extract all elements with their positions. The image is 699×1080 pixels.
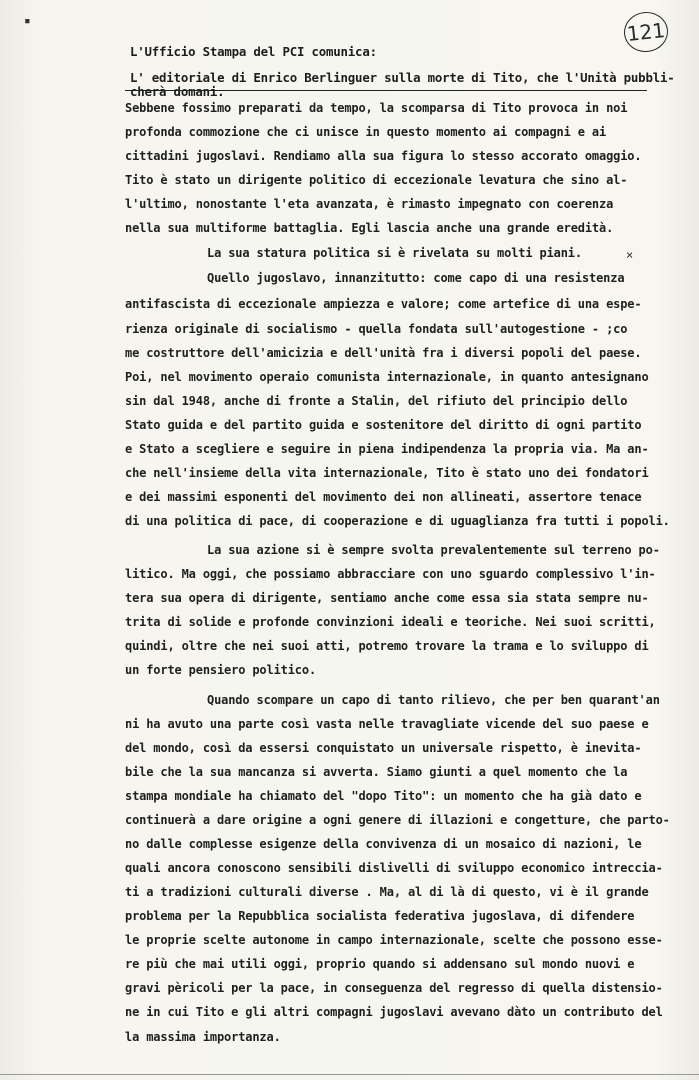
- body-line: antifascista di eccezionale ampiezza e valore; come artefice di una espe-: [125, 297, 642, 311]
- margin-mark: ×: [626, 248, 634, 262]
- body-line: me costruttore dell'amicizia e dell'unità fra i diversi popoli del paese.: [125, 346, 642, 360]
- header-line-3: cherà domani.: [130, 84, 225, 99]
- body-line: bile che la sua mancanza si avverta. Siamo giunti a quel momento che la: [125, 765, 628, 779]
- body-line: gravi pèricoli per la pace, in conseguenza del regresso di quella distensio-: [125, 981, 663, 995]
- corner-mark: ▪: [24, 14, 31, 27]
- body-line: un forte pensiero politico.: [125, 663, 317, 677]
- body-line: Quando scompare un capo di tanto rilievo, che per ben quarant'an: [207, 693, 660, 707]
- body-line: cittadini jugoslavi. Rendiamo alla sua figura lo stesso accorato omaggio.: [125, 149, 642, 163]
- body-line: ne in cui Tito e gli altri compagni jugoslavi avevano dàto un contributo del: [125, 1005, 663, 1019]
- header-underline: [125, 90, 647, 91]
- page-number: 121: [622, 10, 670, 54]
- body-line: La sua azione si è sempre svolta prevalentemente sul terreno po-: [207, 543, 660, 557]
- body-line: trita di solide e profonde convinzioni ideali e teoriche. Nei suoi scritti,: [125, 615, 656, 629]
- body-line: no dalle complesse esigenze della convivenza di un mosaico di nazioni, le: [125, 837, 642, 851]
- body-line: Quello jugoslavo, innanzitutto: come capo di una resistenza: [207, 271, 625, 285]
- body-line: la massima importanza.: [125, 1030, 281, 1044]
- body-line: problema per la Repubblica socialista federativa jugoslava, di difendere: [125, 909, 635, 923]
- body-line: e Stato a scegliere e seguire in piena indipendenza la propria via. Ma an-: [125, 442, 649, 456]
- body-line: stampa mondiale ha chiamato del "dopo Tito": un momento che ha già dato e: [125, 789, 642, 803]
- body-line: di una politica di pace, di cooperazione e di uguaglianza fra tutti i popoli.: [125, 514, 670, 528]
- body-line: e dei massimi esponenti del movimento dei non allineati, assertore tenace: [125, 490, 642, 504]
- body-line: re più che mai utili oggi, proprio quando si addensano sul mondo nuovi e: [125, 957, 635, 971]
- body-line: litico. Ma oggi, che possiamo abbracciare con uno sguardo complessivo l'in-: [125, 567, 656, 581]
- body-line: che nell'insieme della vita internazionale, Tito è stato uno dei fondatori: [125, 466, 649, 480]
- body-line: Poi, nel movimento operaio comunista internazionale, in quanto antesignano: [125, 370, 649, 384]
- body-line: rienza originale di socialismo - quella fondata sull'autogestione - ;co: [125, 322, 628, 336]
- page-bottom-edge: [0, 1074, 699, 1075]
- body-line: ti a tradizioni culturali diverse . Ma, al di là di questo, vi è il grande: [125, 885, 649, 899]
- body-line: le proprie scelte autonome in campo internazionale, scelte che possono esse-: [125, 933, 663, 947]
- body-line: Stato guida e del partito guida e sostenitore del diritto di ogni partito: [125, 418, 642, 432]
- body-line: l'ultimo, nonostante l'eta avanzata, è rimasto impegnato con coerenza: [125, 197, 614, 211]
- body-line: profonda commozione che ci unisce in questo momento ai compagni e ai: [125, 125, 607, 139]
- body-line: quindi, oltre che nei suoi atti, potremo trovare la trama e lo sviluppo di: [125, 639, 649, 653]
- body-line: La sua statura politica si è rivelata su molti piani.: [207, 246, 582, 260]
- body-line: del mondo, così da essersi conquistato un universale rispetto, è inevita-: [125, 741, 642, 755]
- body-line: quali ancora conoscono sensibili dislivelli di sviluppo economico intreccia-: [125, 861, 663, 875]
- body-line: Tito è stato un dirigente politico di eccezionale levatura che sino al-: [125, 173, 628, 187]
- body-line: tera sua opera di dirigente, sentiamo anche come essa sia stata sempre nu-: [125, 591, 649, 605]
- body-line: continuerà a dare origine a ogni genere di illazioni e congetture, che parto-: [125, 813, 670, 827]
- body-line: ni ha avuto una parte così vasta nelle travagliate vicende del suo paese e: [125, 717, 649, 731]
- header-line-1: L'Ufficio Stampa del PCI comunica:: [130, 44, 377, 59]
- body-line: sin dal 1948, anche di fronte a Stalin, del rifiuto del principio dello: [125, 394, 628, 408]
- body-line: Sebbene fossimo preparati da tempo, la scomparsa di Tito provoca in noi: [125, 101, 628, 115]
- header-line-2: L' editoriale di Enrico Berlinguer sulla morte di Tito, che l'Unità pubbli-: [130, 70, 675, 85]
- body-line: nella sua multiforme battaglia. Egli lascia anche una grande eredità.: [125, 221, 614, 235]
